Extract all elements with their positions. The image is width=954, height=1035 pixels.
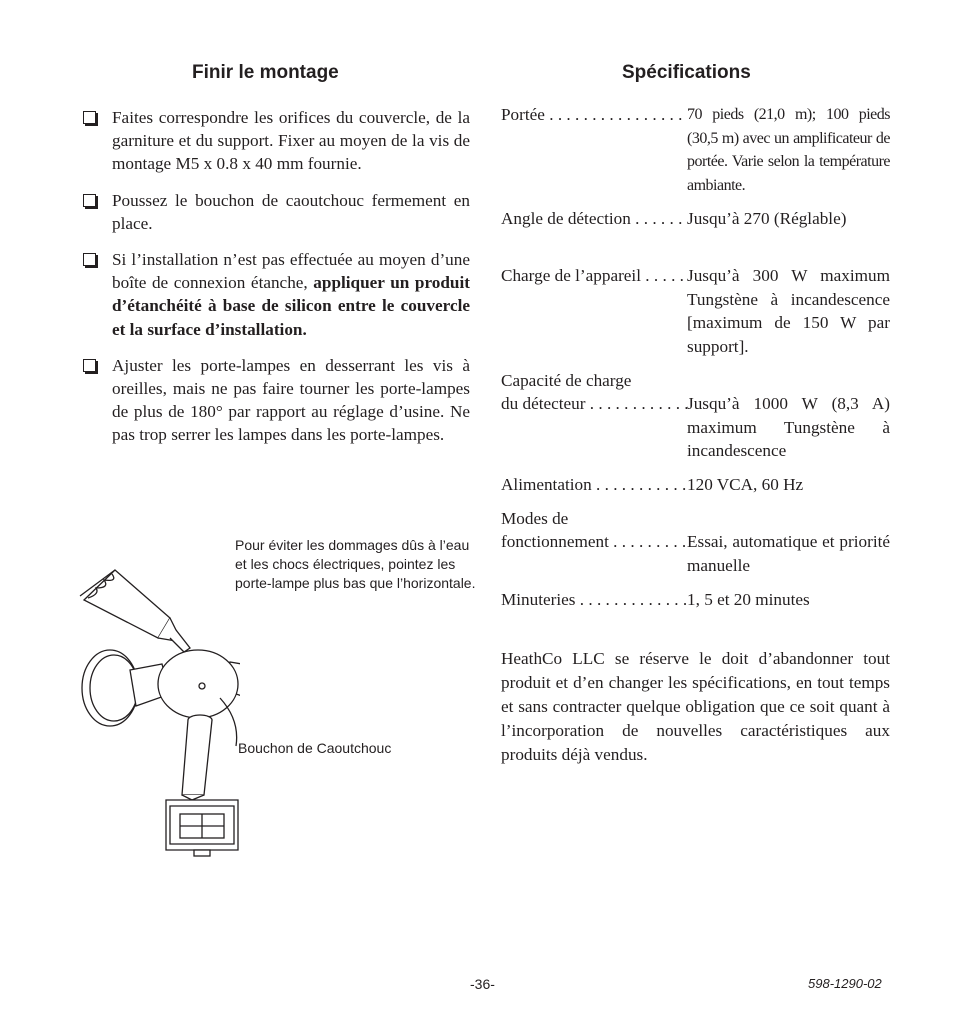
document-number: 598-1290-02 [808,976,882,991]
spec-value: Jusqu’à 1000 W (8,3 A) maximum Tungstène à incandescence [687,394,890,461]
figure-plug-label: Bouchon de Caoutchouc [238,740,392,756]
step-text-bold-warning: appliquer un produit d’étanchéité à base de silicon entre le couvercle et la surface d’installation. [112,273,470,339]
sensor-arm-illustration [182,715,212,800]
silicone-tube-illustration [80,570,190,652]
checkbox-bullet-icon [83,253,96,266]
spec-label-prefix: Modes de [501,509,569,528]
mounting-steps-list [80,106,470,447]
spec-label: Portée . . . [501,103,687,127]
spec-value: Essai, automatique et priorité manuelle [687,532,890,575]
spec-label: Minuteries . . . [501,588,687,612]
spec-row-timers [501,588,890,612]
section-heading-finish-mounting: Finir le montage [192,62,339,83]
spec-label-prefix: Capacité de charge [501,371,632,390]
figure-callout-text: Pour éviter les dommages dûs à l’eau et les chocs électriques, pointez les porte-lampe plus bas que l’horizontale. [235,537,476,591]
security-light-fixture-illustration [70,560,240,865]
spec-value: Jusqu’à 270 (Réglable) [687,209,847,228]
list-item [80,354,470,447]
step-text [112,248,470,341]
list-item [80,106,470,176]
disclaimer-paragraph: HeathCo LLC se réserve le doit d’abandonner tout produit et d’en changer les spécifications, en tout temps et sans contracter quelque obligation que ce soit quant à l’incorporation de nouvelles caractéristiques aux produits déjà vendus. [501,649,890,765]
left-lamp-illustration [82,650,170,726]
step-text-regular: Si l’installation n’est pas effectuée au moyen d’une boîte de connexion étanche, [112,250,470,293]
spec-label: Angle de détection . . . [501,207,687,231]
checkbox-bullet-icon [83,359,96,372]
list-item [80,189,470,235]
list-item [80,248,470,341]
spec-value: 120 VCA, 60 Hz [687,475,804,494]
spec-row-fixture-load [501,264,890,358]
page-number: -36- [470,976,495,992]
checkbox-bullet-icon [83,111,96,124]
spec-value: 70 pieds (21,0 m); 100 pieds (30,5 m) avec un amplificateur de portée. Varie selon la température ambiante. [687,106,890,194]
cover-plate-illustration [158,650,238,718]
checkbox-bullet-icon [83,194,96,207]
step-text: Ajuster les porte-lampes en desserrant les vis à oreilles, mais ne pas faire tourner les porte-lampes de plus de 180° par rapport au réglage d’usine. Ne pas trop serrer les lampes dans les porte-lampes. [112,355,470,445]
spec-row-operating-modes [501,509,890,577]
spec-row-power-supply [501,473,890,497]
step-text: Poussez le bouchon de caoutchouc fermement en place. [112,190,470,233]
spec-row-detector-capacity [501,371,890,463]
spec-label: du détecteur . . . [501,392,687,416]
spec-value: 1, 5 et 20 minutes [687,590,810,609]
step-text: Faites correspondre les orifices du couvercle, de la garniture et du support. Fixer au moyen de la vis de montage M5 x 0.8 x 40 mm fournie. [112,108,470,174]
section-heading-specifications: Spécifications [622,62,751,83]
spec-row-range [501,103,890,197]
rubber-plug-illustration [199,683,205,689]
spec-label: Alimentation . . . [501,473,687,497]
motion-sensor-illustration [166,800,238,856]
spec-label: Charge de l’appareil . . . [501,264,687,288]
spec-row-detection-angle [501,207,890,231]
spec-label: fonctionnement . . . [501,530,687,554]
spec-value: Jusqu’à 300 W maximum Tungstène à incandescence [maximum de 150 W par support]. [687,266,890,356]
